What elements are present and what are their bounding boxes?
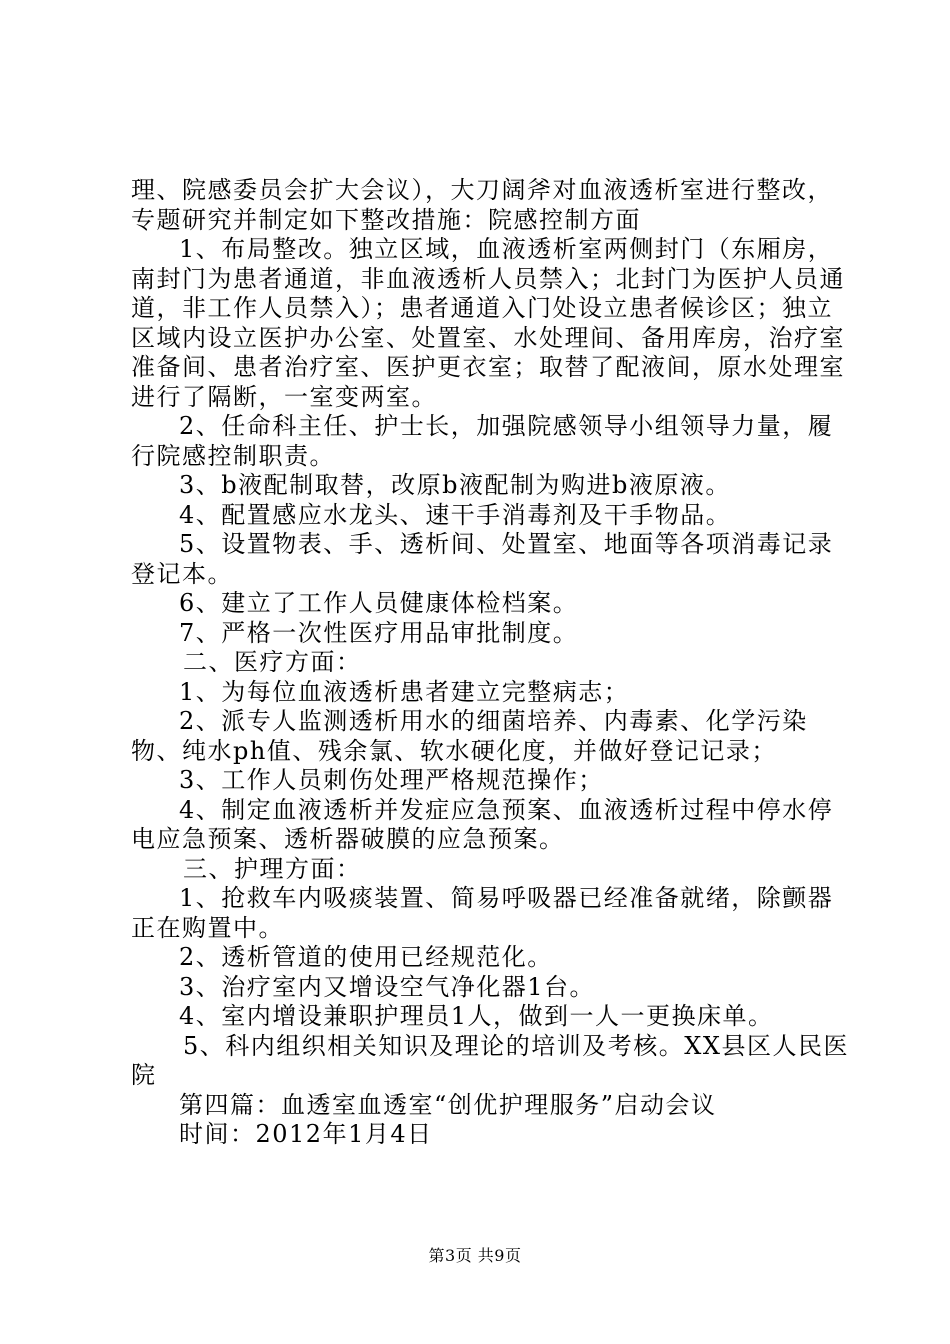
page-number-footer: 第3页 共9页 [428, 1246, 522, 1265]
paragraph-nursing-5: 5、科内组织相关知识及理论的培训及考核。XX县区人民医院 [131, 1031, 849, 1089]
paragraph-nursing-1: 1、抢救车内吸痰装置、简易呼吸器已经准备就绪，除颤器正在购置中。 [131, 884, 834, 942]
paragraph-nursing-3: 3、治疗室内又增设空气净化器1台。 [179, 972, 596, 1001]
paragraph-item-appoint: 2、任命科主任、护士长，加强院感领导小组领导力量，履行院感控制职责。 [131, 412, 834, 470]
paragraph-nursing-4: 4、室内增设兼职护理员1人，做到一人一更换床单。 [179, 1002, 774, 1030]
paragraph-item-layout: 1、布局整改。独立区域，血液透析室两侧封门（东厢房，南封门为患者通道，非血液透析人员禁入；北封门为医护人员通道，非工作人员禁入）；患者通道入门处设立患者候诊区；独立区域内设立医护办公室、处置室、水处理间、备用库房，治疗室准备间、患者治疗室、医护更衣室；取替了配液间，原水处理室进行了隔断，一室变两室。 [131, 235, 845, 411]
meeting-time: 时间：2012年1月4日 [179, 1120, 433, 1148]
paragraph-medical-4: 4、制定血液透析并发症应急预案、血液透析过程中停水停电应急预案、透析器破膜的应急预案。 [131, 795, 834, 853]
section-heading-nursing: 三、护理方面： [183, 854, 362, 883]
paragraph-medical-1: 1、为每位血液透析患者建立完整病志； [179, 677, 630, 706]
paragraph-item-records: 5、设置物表、手、透析间、处置室、地面等各项消毒记录登记本。 [131, 530, 834, 588]
paragraph-item-disposables: 7、严格一次性医疗用品审批制度。 [179, 618, 579, 647]
document-body [131, 176, 851, 1150]
paragraph-item-b-liquid: 3、b液配制取替，改原b液配制为购进b液原液。 [179, 471, 731, 499]
chapter-heading: 第四篇：血透室血透室“创优护理服务”启动会议 [179, 1090, 717, 1119]
paragraph-item-faucet: 4、配置感应水龙头、速干手消毒剂及干手物品。 [179, 500, 732, 529]
paragraph-medical-3: 3、工作人员刺伤处理严格规范操作； [179, 766, 604, 794]
paragraph-nursing-2: 2、透析管道的使用已经规范化。 [179, 943, 553, 971]
paragraph-item-health-file: 6、建立了工作人员健康体检档案。 [179, 589, 579, 617]
section-heading-medical: 二、医疗方面： [183, 648, 362, 676]
paragraph-intro: 理、院感委员会扩大会议），大刀阔斧对血液透析室进行整改，专题研究并制定如下整改措施：院感控制方面 [131, 176, 833, 234]
paragraph-medical-2: 2、派专人监测透析用水的细菌培养、内毒素、化学污染物、纯水ph值、残余氯、软水硬化度，并做好登记记录； [131, 707, 808, 765]
